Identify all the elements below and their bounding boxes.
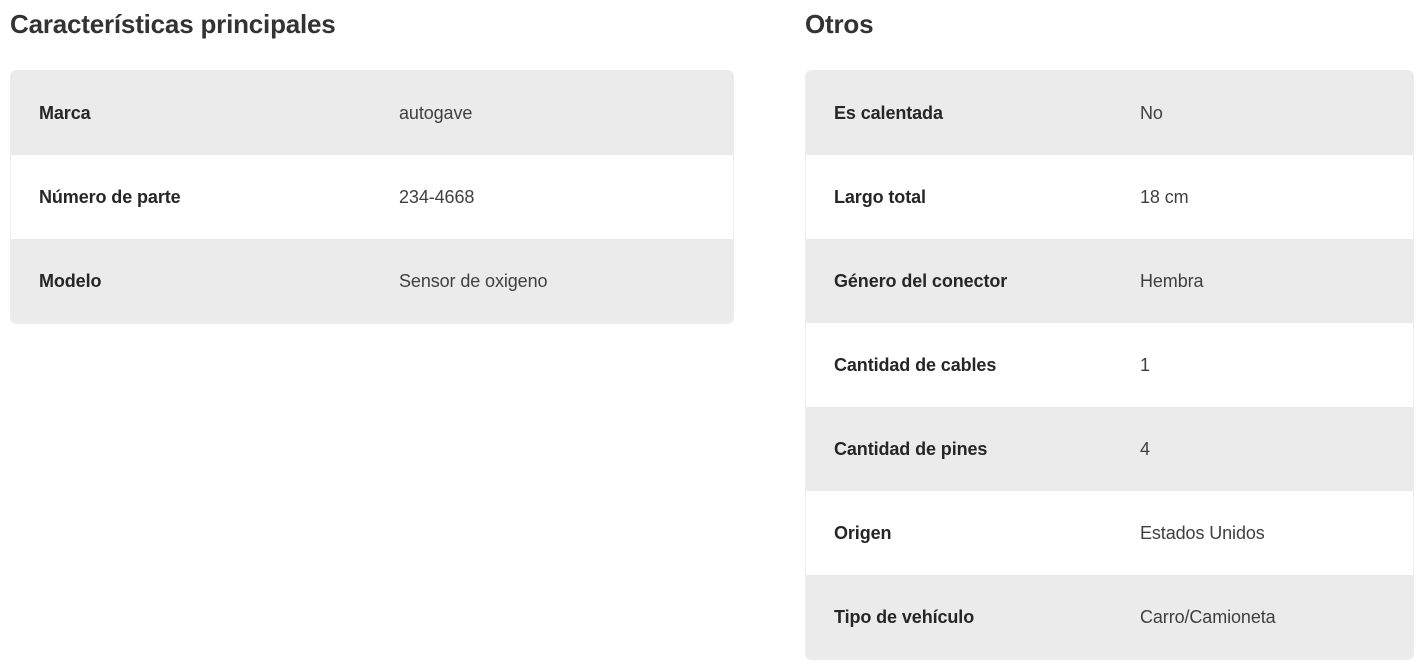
spec-value: Carro/Camioneta	[1140, 606, 1276, 627]
spec-row-tipo-de-vehiculo	[806, 575, 1413, 659]
main-characteristics-table	[10, 70, 734, 324]
spec-key: Tipo de vehículo	[834, 606, 975, 627]
spec-value: Estados Unidos	[1140, 522, 1265, 543]
spec-row-marca	[11, 71, 733, 155]
main-characteristics-title: Características principales	[10, 9, 336, 39]
spec-key: Género del conector	[834, 270, 1008, 291]
others-column	[805, 8, 1414, 660]
spec-key: Modelo	[39, 270, 102, 291]
spec-value: 4	[1140, 438, 1150, 459]
main-characteristics-column	[10, 8, 734, 324]
spec-key: Origen	[834, 522, 892, 543]
spec-row-numero-de-parte	[11, 155, 733, 239]
spec-key: Largo total	[834, 186, 926, 207]
spec-row-cantidad-de-pines	[806, 407, 1413, 491]
spec-row-genero-del-conector	[806, 239, 1413, 323]
spec-row-modelo	[11, 239, 733, 323]
spec-key: Es calentada	[834, 102, 943, 123]
spec-value: Sensor de oxigeno	[399, 270, 548, 291]
spec-key: Cantidad de cables	[834, 354, 997, 375]
spec-row-cantidad-de-cables	[806, 323, 1413, 407]
spec-value: Hembra	[1140, 270, 1204, 291]
spec-key: Número de parte	[39, 186, 181, 207]
spec-value: No	[1140, 102, 1163, 123]
spec-row-es-calentada	[806, 71, 1413, 155]
spec-row-origen	[806, 491, 1413, 575]
spec-value: autogave	[399, 102, 473, 123]
spec-key: Marca	[39, 102, 91, 123]
spec-key: Cantidad de pines	[834, 438, 988, 459]
others-title: Otros	[805, 9, 874, 39]
spec-row-largo-total	[806, 155, 1413, 239]
others-table	[805, 70, 1414, 660]
spec-value: 18 cm	[1140, 186, 1189, 207]
spec-value: 234-4668	[399, 186, 475, 207]
spec-value: 1	[1140, 354, 1150, 375]
